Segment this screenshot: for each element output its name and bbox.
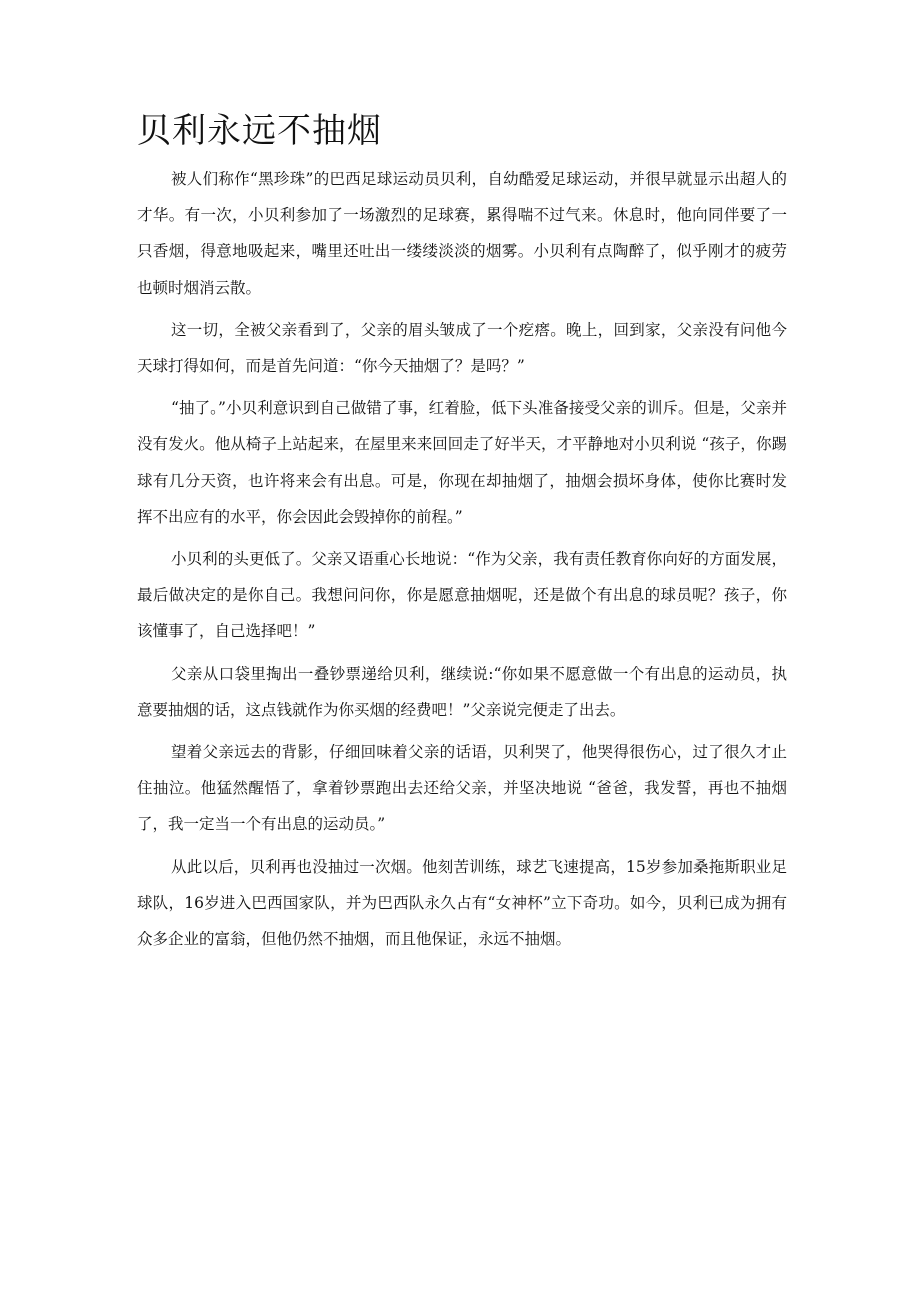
paragraph-1: 被人们称作“黑珍珠”的巴西足球运动员贝利，自幼酷爱足球运动，并很早就显示出超人的才华。有一次，小贝利参加了一场激烈的足球赛，累得喘不过气来。休息时，他向同伴要了一只香烟，得意地吸起来，嘴里还吐出一缕缕淡淡的烟雾。小贝利有点陶醉了，似乎刚才的疲劳也顿时烟消云散。 xyxy=(137,170,787,297)
paragraph-7: 从此以后，贝利再也没抽过一次烟。他刻苦训练，球艺飞速提高，15岁参加桑拖斯职业足球队，16岁进入巴西国家队，并为巴西队永久占有“女神杯”立下奇功。如今，贝利已成为拥有众多企业的富翁，但他仍然不抽烟，而且他保证，永远不抽烟。 xyxy=(137,857,787,949)
document-title: 贝利永远不抽烟 xyxy=(137,111,382,151)
paragraph-5: 父亲从口袋里掏出一叠钞票递给贝利，继续说:“你如果不愿意做一个有出息的运动员，执意要抽烟的话，这点钱就作为你买烟的经费吧！”父亲说完便走了出去。 xyxy=(137,664,787,719)
paragraph-4: 小贝利的头更低了。父亲又语重心长地说：“作为父亲，我有责任教育你向好的方面发展，最后做决定的是你自己。我想问问你，你是愿意抽烟呢，还是做个有出息的球员呢？孩子，你该懂事了，自己选择吧！” xyxy=(137,550,787,641)
paragraph-3: “抽了。”小贝利意识到自己做错了事，红着脸，低下头准备接受父亲的训斥。但是，父亲并没有发火。他从椅子上站起来，在屋里来来回回走了好半天，才平静地对小贝利说 “孩子，你踢球有几分天资，也许将来会有出息。可是，你现在却抽烟了，抽烟会损坏身体，使你比赛时发挥不出应有的水平，你会因此会毁掉你的前程。” xyxy=(137,399,787,526)
paragraph-2: 这一切，全被父亲看到了，父亲的眉头皱成了一个疙瘩。晚上，回到家，父亲没有问他今天球打得如何，而是首先问道：“你今天抽烟了？是吗？” xyxy=(137,320,787,376)
article-body xyxy=(137,161,787,963)
paragraph-6: 望着父亲远去的背影，仔细回味着父亲的话语，贝利哭了，他哭得很伤心，过了很久才止住抽泣。他猛然醒悟了，拿着钞票跑出去还给父亲，并坚决地说 “爸爸，我发誓，再也不抽烟了，我一定当一个有出息的运动员。” xyxy=(137,743,787,834)
